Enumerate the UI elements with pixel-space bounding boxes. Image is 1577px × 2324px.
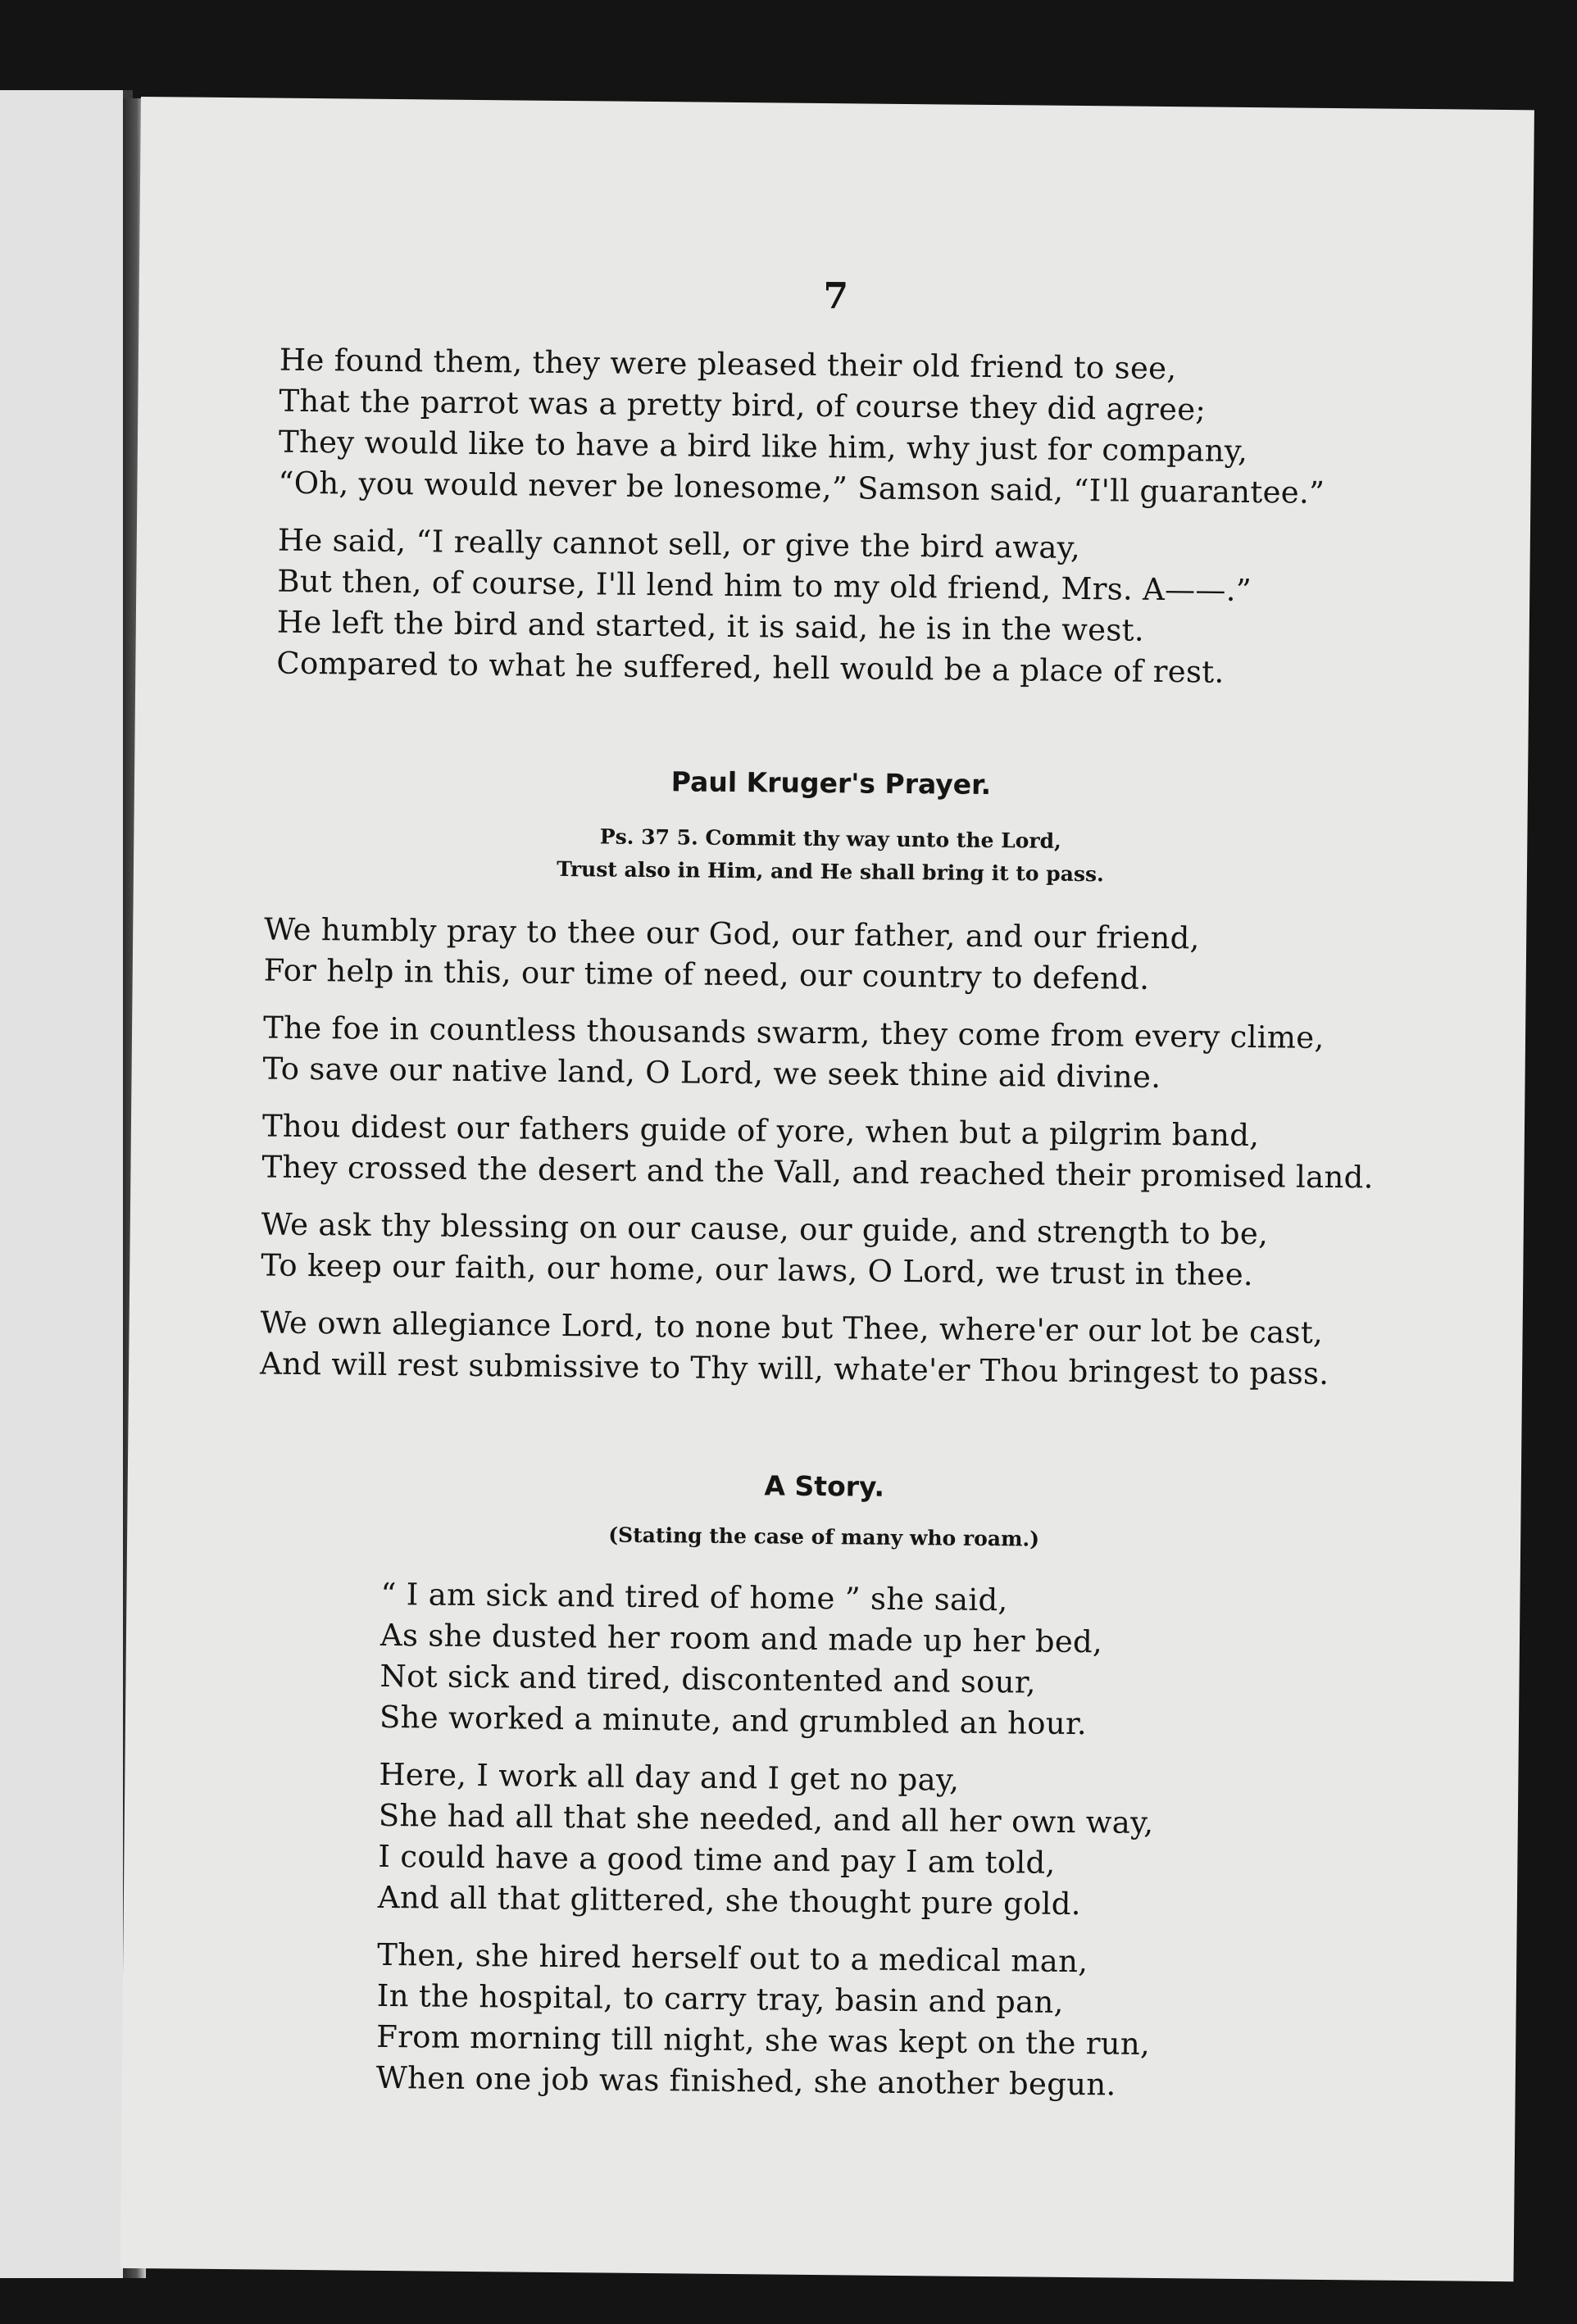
poem-line: I could have a good time and pay I am told, — [378, 1838, 1056, 1881]
poem3-title: A Story. — [764, 1469, 885, 1503]
poem2-title: Paul Kruger's Prayer. — [670, 765, 992, 801]
poem2-stanza-5 — [260, 1302, 1329, 1395]
poem-line: She worked a minute, and grumbled an hour. — [379, 1699, 1088, 1742]
poem-line: But then, of course, I'll lend him to my old friend, Mrs. A——.” — [277, 563, 1252, 609]
poem3-stanza-2 — [378, 1754, 1155, 1926]
poem-line: He left the bird and started, it is said, he is in the west. — [276, 604, 1145, 648]
poem-line: Not sick and tired, discontented and sour, — [379, 1658, 1037, 1700]
poem3-stanza-1 — [379, 1574, 1103, 1745]
poem3-stanza-3 — [376, 1935, 1152, 2106]
page-number: 7 — [823, 275, 849, 318]
poem-line: He said, “I really cannot sell, or give the bird away, — [277, 522, 1081, 566]
poem-line: He found them, they were pleased their old friend to see, — [279, 342, 1177, 387]
poem-line: As she dusted her room and made up her bed, — [379, 1617, 1103, 1660]
poem-line: And all that glittered, she thought pure gold. — [377, 1879, 1082, 1922]
book-page — [120, 97, 1534, 2281]
epigraph-line: Trust also in Him, and He shall bring it to pass. — [557, 856, 1104, 887]
poem-line: We own allegiance Lord, to none but Thee, where'er our lot be cast, — [260, 1305, 1324, 1350]
poem-line: “Oh, you would never be lonesome,” Samson said, “I'll guarantee.” — [278, 465, 1325, 511]
poem-line: They would like to have a bird like him, why just for company, — [278, 424, 1248, 469]
poem-line: She had all that she needed, and all her own way, — [378, 1797, 1154, 1841]
poem2-stanza-3 — [261, 1105, 1374, 1198]
poem-line: That the parrot was a pretty bird, of course they did agree; — [279, 383, 1207, 428]
poem2-stanza-2 — [262, 1007, 1324, 1099]
epigraph-line: Ps. 37 5. Commit thy way unto the Lord, — [599, 824, 1061, 853]
poem-line: And will rest submissive to Thy will, whate'er Thou bringest to pass. — [259, 1346, 1329, 1391]
poem-line: From morning till night, she was kept on the run, — [376, 2018, 1151, 2062]
poem3-subtitle: (Stating the case of many who roam.) — [608, 1523, 1040, 1551]
poem-line: In the hospital, to carry tray, basin and pan, — [376, 1977, 1064, 2020]
poem-line: Thou didest our fathers guide of yore, when but a pilgrim band, — [261, 1108, 1260, 1154]
poem2-epigraph — [134, 816, 1528, 895]
poem-line: To save our native land, O Lord, we seek thine aid divine. — [262, 1051, 1161, 1095]
poem-line: We humbly pray to thee our God, our father, and our friend, — [264, 911, 1200, 956]
poem-line: When one job was finished, she another begun. — [375, 2059, 1116, 2103]
poem2-stanza-1 — [264, 909, 1200, 1000]
poem-line: Then, she hired herself out to a medical man, — [377, 1936, 1088, 1980]
poem-line: They crossed the desert and the Vall, and reached their promised land. — [261, 1149, 1374, 1196]
poem1-stanza-1 — [278, 340, 1326, 514]
poem-line: We ask thy blessing on our cause, our guide, and strength to be, — [261, 1206, 1269, 1252]
poem-line: To keep our faith, our home, our laws, O Lord, we trust in thee. — [261, 1247, 1254, 1293]
poem1-stanza-2 — [276, 520, 1252, 693]
poem-line: For help in this, our time of need, our country to defend. — [263, 952, 1150, 996]
poem-line: “ I am sick and tired of home ” she said, — [380, 1576, 1008, 1618]
poem-line: Compared to what he suffered, hell would be a place of rest. — [276, 645, 1225, 690]
poem-line: Here, I work all day and I get no pay, — [379, 1756, 960, 1798]
poem-line: The foe in countless thousands swarm, they come from every clime, — [262, 1010, 1325, 1055]
poem2-stanza-4 — [261, 1204, 1268, 1296]
facing-page-edge — [0, 90, 133, 2278]
